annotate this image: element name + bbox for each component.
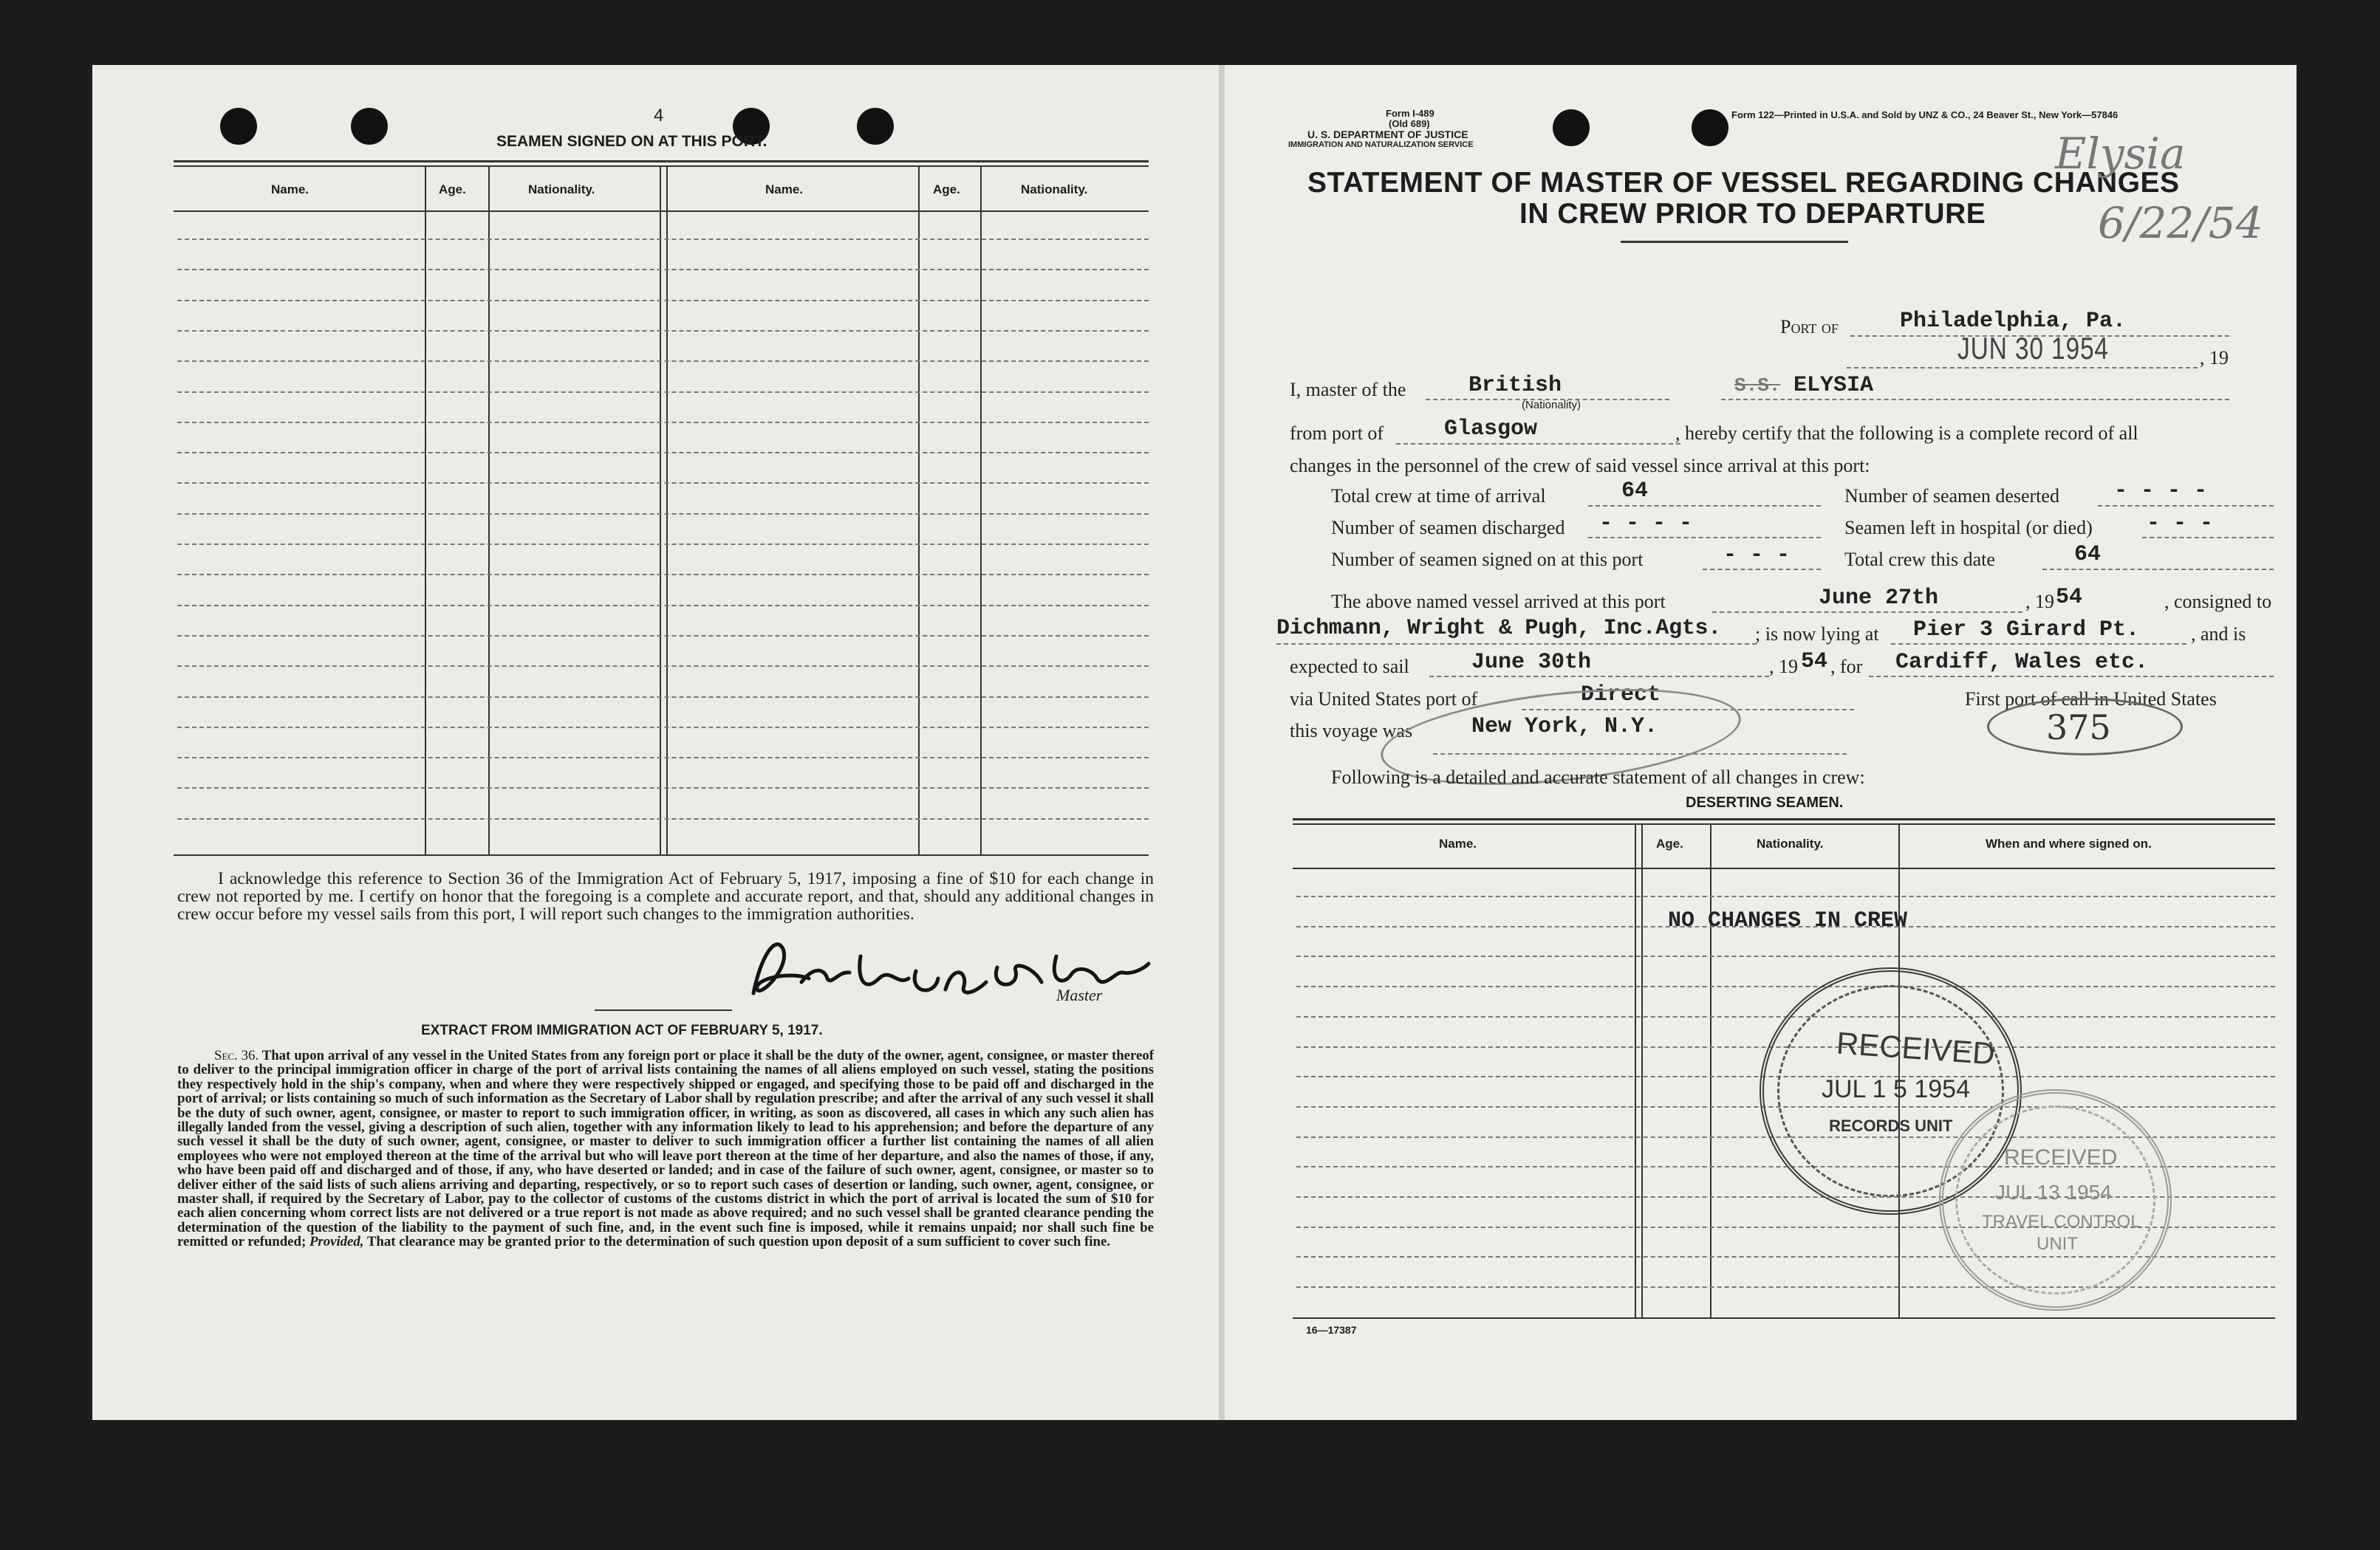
date-underline: [1847, 367, 2198, 368]
underline: [2098, 505, 2274, 507]
table-row: [177, 452, 1149, 453]
stamp-unit: RECORDS UNIT: [1829, 1117, 1953, 1135]
table-row: [177, 818, 1149, 820]
total-crew-arrival-label: Total crew at time of arrival: [1331, 485, 1546, 507]
hospital-label: Seamen left in hospital (or died): [1844, 517, 2093, 538]
signed-on-label: Number of seamen signed on at this port: [1331, 549, 1644, 570]
from-port-underline: [1396, 443, 1680, 445]
discharged-value: - - - -: [1599, 511, 1693, 536]
form-title: STATEMENT OF MASTER OF VESSEL REGARDING CHANGES: [1307, 167, 2180, 199]
underline: [2142, 537, 2274, 538]
form-number: Form I-489: [1386, 108, 1435, 119]
total-crew-arrival-value: 64: [1621, 479, 1649, 504]
table-row: [177, 787, 1149, 789]
underline: [1703, 569, 1821, 570]
table-row: [177, 330, 1149, 332]
destination: Cardiff, Wales etc.: [1895, 650, 2149, 675]
voyage-value: New York, N.Y.: [1471, 714, 1658, 739]
stamp-unit-2: UNIT: [2037, 1234, 2078, 1254]
form-old-number: (Old 689): [1389, 118, 1430, 129]
master-label: Master: [1056, 986, 1103, 1004]
punch-hole: [1692, 109, 1728, 146]
underline: [1712, 611, 2022, 613]
ship-prefix: S.S.: [1734, 374, 1781, 397]
page-number: 4: [654, 106, 664, 126]
extract-section-label: Sec. 36.: [214, 1048, 259, 1063]
certify-text: , hereby certify that the following is a complete record of all: [1675, 422, 2138, 444]
underline: [1276, 643, 1757, 645]
pencil-date-note: 6/22/54: [2098, 198, 2263, 248]
deserting-title: DESERTING SEAMEN.: [1686, 795, 1844, 811]
travel-control-stamp: [1939, 1089, 2172, 1311]
table-row: [177, 696, 1149, 698]
total-crew-date-label: Total crew this date: [1844, 549, 1995, 570]
table-row: [177, 665, 1149, 667]
column-divider: [1635, 825, 1636, 1318]
column-header-signed-on: When and where signed on.: [1986, 837, 2152, 851]
header-rule: [174, 210, 1149, 212]
table-row: [177, 605, 1149, 606]
column-header-name: Name.: [1439, 837, 1477, 851]
punch-hole: [351, 108, 388, 145]
stamp-date: JUL 1 5 1954: [1822, 1075, 1970, 1103]
table-row: [177, 543, 1149, 545]
consignee: Dichmann, Wright & Pugh, Inc.Agts.: [1276, 616, 1721, 641]
table-row: [177, 574, 1149, 575]
table-top-rule-2: [1293, 823, 2275, 825]
table-row: [177, 239, 1149, 240]
table-row: [1296, 956, 2275, 957]
from-port-label: from port of: [1290, 422, 1384, 444]
column-header-nationality: Nationality.: [528, 182, 595, 196]
table-row: [177, 635, 1149, 637]
extract-text: That upon arrival of any vessel in the United States from any foreign port or place it shall be the duty of the owner, agent, consignee, or master thereof to deliver to the principal immigration officer in charge of the port of arrival lists containing the names of all aliens employed on such vessel, stating the positions they respectively hold in the ship's company, when and where they were respectively shipped or engaged, and specifying those to be paid off and discharged in the port of arrival; or lists containing so much of such information as the Secretary of Labor shall by regulation prescribe; and after the arrival of any such vessel it shall be the duty of such owner, agent, consignee, or master to report to such immigration officer, in writing, as soon as discovered, all cases in which any such alien has illegally landed from the vessel, giving a description of such alien, together with any information likely to lead to his apprehension; and before the departure of any such vessel it shall be the duty of such owner, agent, consignee, or master to deliver to such immigration officer a further list containing the names of all alien employees who were not employed thereon at the time of the arrival but who will leave port thereon at the time of her departure, and also the names of those, if any, who have been paid off and discharged and of those, if any, who have deserted or landed; and in case of the failure of such owner, agent, consignee, or master so to deliver either of the said lists of such aliens arriving and departing, respectively, or so to report such cases of desertion or landing, such owner, agent, consignee, or master shall, if required by the Secretary of Labor, pay to the collector of customs of the customs district in which the port of arrival is located the sum of $10 for each alien concerning whom correct lists are not delivered or a true report is not made as above required; and no such vessel shall be granted clearance pending the determination of the question of the liability to the payment of such fine, and, in the event such fine is imposed, while it remains unpaid; nor shall such fine be remitted or refunded;: [177, 1048, 1154, 1250]
underline: [1588, 537, 1821, 538]
section-title: SEAMEN SIGNED ON AT THIS PORT.: [496, 133, 767, 150]
punch-hole: [1553, 109, 1590, 146]
table-row: [177, 360, 1149, 362]
table-row: [177, 513, 1149, 515]
underline: [1869, 676, 2274, 677]
column-divider: [1641, 825, 1643, 1318]
port-value: Philadelphia, Pa.: [1900, 309, 2127, 334]
stamp-received: RECEIVED: [2004, 1145, 2118, 1170]
no-changes-note: NO CHANGES IN CREW: [1668, 908, 1908, 933]
underline: [1891, 643, 2186, 645]
page-fold: [1219, 65, 1225, 1420]
lying-label: ; is now lying at: [1755, 623, 1879, 645]
table-bottom-rule: [1293, 1317, 2275, 1319]
table-row: [177, 757, 1149, 758]
from-port-value: Glasgow: [1444, 416, 1538, 442]
signed-on-value: - - -: [1723, 543, 1791, 568]
underline: [1429, 676, 1769, 677]
stamp-unit: TRAVEL CONTROL: [1982, 1212, 2141, 1232]
first-port-label: First port of call in United States: [1965, 688, 2217, 710]
file-number: 375: [2046, 707, 2111, 747]
year-prefix: , 19: [1769, 656, 1798, 677]
sail-label: expected to sail: [1290, 656, 1409, 677]
column-header-age: Age.: [1656, 837, 1683, 851]
table-row: [177, 391, 1149, 393]
via-value: Direct: [1581, 682, 1661, 707]
underline: [1588, 505, 1821, 507]
year-prefix: , 19: [2025, 591, 2054, 612]
following-text: Following is a detailed and accurate statement of all changes in crew:: [1331, 767, 1865, 788]
pencil-vessel-note: Elysia: [2055, 128, 2186, 179]
header-rule: [1293, 868, 2275, 869]
arrived-date: June 27th: [1819, 586, 1939, 611]
nationality-caption: (Nationality): [1522, 399, 1581, 411]
voyage-label: this voyage was: [1290, 720, 1413, 741]
acknowledgement-text: I acknowledge this reference to Section 36 of the Immigration Act of February 5, 1917, imposing a fine of $10 for each change in crew not reported by me. I certify on honor that the foregoing is a complete and accurate report, and that, should any additional changes in crew occur before my vessel sails from this port, I will report such changes to the immigration authorities.: [177, 869, 1154, 924]
extract-provided: Provided,: [309, 1234, 364, 1250]
sail-year: 54: [1801, 649, 1828, 674]
total-crew-date-value: 64: [2074, 542, 2102, 567]
column-divider: [1710, 825, 1712, 1318]
hospital-value: - - -: [2147, 511, 2214, 536]
column-header-nationality: Nationality.: [1021, 182, 1088, 196]
via-label: via United States port of: [1290, 688, 1478, 710]
printer-note: Form 122—Printed in U.S.A. and Sold by UNZ & CO., 24 Beaver St., New York—57846: [1731, 109, 2119, 120]
column-header-name: Name.: [271, 182, 310, 196]
certify-text-2: changes in the personnel of the crew of said vessel since arrival at this port:: [1290, 455, 1870, 476]
deserted-value: - - - -: [2114, 479, 2208, 504]
for-label: , for: [1830, 656, 1863, 677]
punch-hole: [220, 108, 257, 145]
extract-body: [177, 1049, 1154, 1249]
sail-date: June 30th: [1471, 650, 1592, 675]
date-stamp: JUN 30 1954: [1957, 331, 2109, 366]
extract-tail: That clearance may be granted prior to the determination of such question upon deposit of a sum sufficient to cover such fine.: [366, 1234, 1111, 1250]
lying-at: Pier 3 Girard Pt.: [1913, 617, 2140, 642]
master-of-label: I, master of the: [1290, 379, 1406, 400]
service: IMMIGRATION AND NATURALIZATION SERVICE: [1288, 140, 1474, 149]
table-row: [1296, 896, 2275, 897]
and-is: , and is: [2191, 623, 2246, 645]
year-suffix: , 19: [2200, 347, 2229, 368]
title-underline: [1621, 241, 1848, 243]
ship-underline: [1721, 399, 2229, 400]
arrived-label: The above named vessel arrived at this port: [1331, 591, 1666, 612]
table-row: [177, 422, 1149, 423]
table-top-rule: [174, 160, 1149, 162]
form-subtitle: IN CREW PRIOR TO DEPARTURE: [1519, 198, 1986, 230]
table-bottom-rule: [174, 854, 1149, 856]
column-header-nationality: Nationality.: [1757, 837, 1824, 851]
extract-title: EXTRACT FROM IMMIGRATION ACT OF FEBRUARY 5, 1917.: [421, 1023, 823, 1038]
signature-line: [595, 1009, 732, 1011]
table-row: [1296, 1286, 2275, 1288]
stamp-received: RECEIVED: [1835, 1025, 1997, 1071]
punch-hole: [857, 108, 894, 145]
table-row: [177, 727, 1149, 728]
table-row: [1296, 986, 2275, 987]
deserted-label: Number of seamen deserted: [1844, 485, 2059, 507]
column-header-age: Age.: [439, 182, 466, 196]
table-row: [177, 300, 1149, 301]
nationality-value: British: [1468, 373, 1562, 398]
table-top-rule-2: [174, 165, 1149, 167]
consigned-label: , consigned to: [2164, 591, 2272, 612]
discharged-label: Number of seamen discharged: [1331, 517, 1565, 538]
table-row: [177, 482, 1149, 484]
footer-code: 16—17387: [1306, 1324, 1357, 1336]
port-label: Port of: [1780, 316, 1839, 337]
column-header-name: Name.: [765, 182, 804, 196]
department: U. S. DEPARTMENT OF JUSTICE: [1307, 128, 1468, 140]
arrived-year: 54: [2056, 585, 2083, 610]
table-top-rule: [1293, 818, 2275, 820]
ship-name: ELYSIA: [1793, 373, 1874, 398]
underline: [2042, 569, 2274, 570]
column-header-age: Age.: [933, 182, 960, 196]
stamp-date: JUL 13 1954: [1995, 1181, 2112, 1204]
table-row: [177, 269, 1149, 270]
